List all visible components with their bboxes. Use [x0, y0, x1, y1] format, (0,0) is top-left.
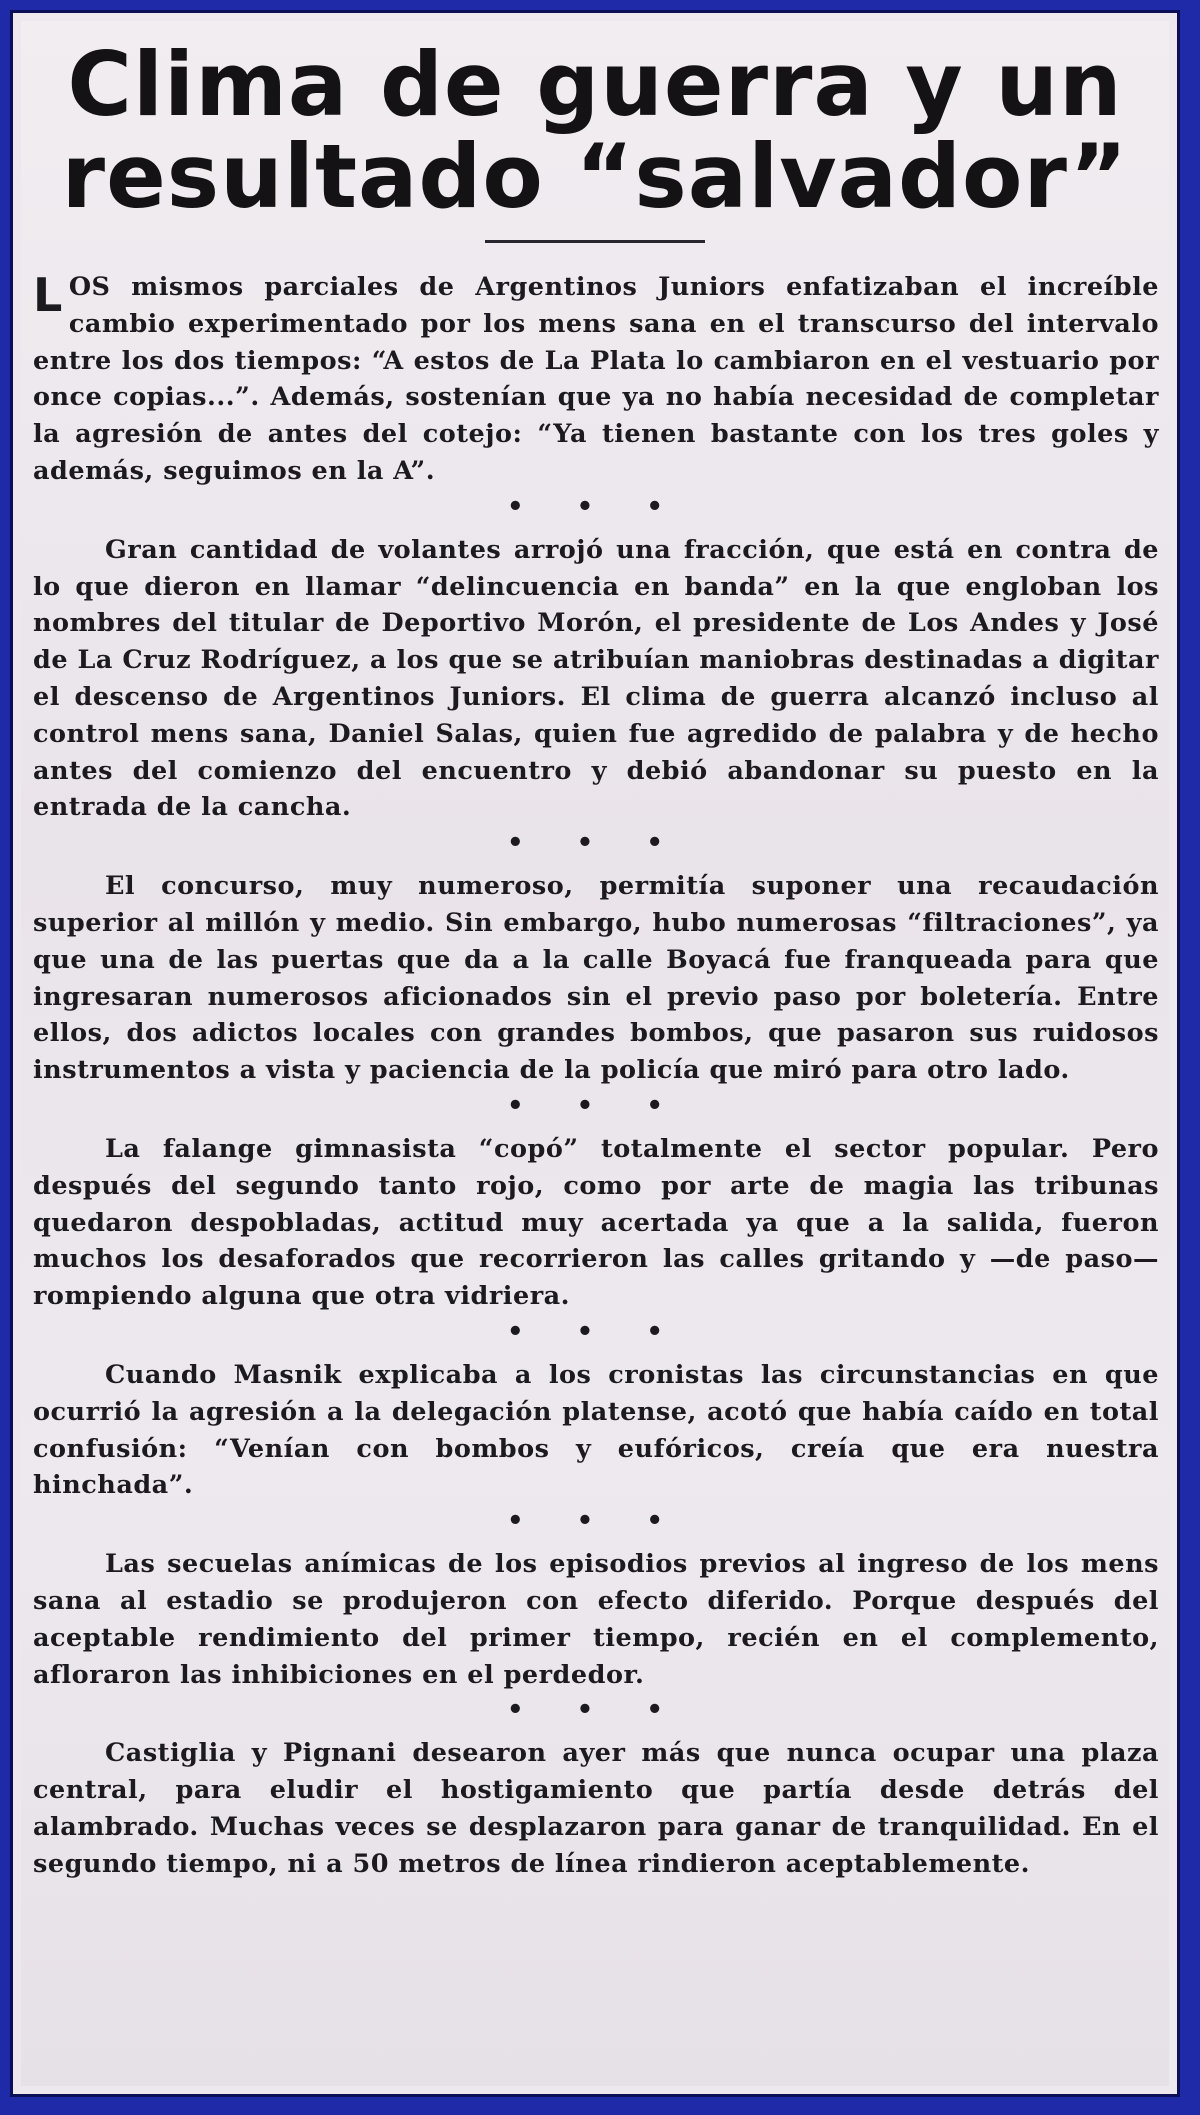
headline	[21, 33, 1169, 228]
section-separator: • • •	[507, 828, 685, 859]
paragraph-6: Las secuelas anímicas de los episodios previos al ingreso de los mens sana al estadio se produjeron con efecto diferido. Porque después del aceptable rendimiento del primer tiempo, recién en el complemento, afloraron las inhibiciones en el perdedor.	[33, 1549, 1159, 1690]
headline-line-2: resultado “salvador”	[61, 124, 1129, 228]
article-body	[21, 243, 1169, 1882]
section-separator: • • •	[507, 1695, 685, 1726]
drop-cap: L	[33, 268, 63, 323]
section-separator: • • •	[507, 1506, 685, 1537]
paragraph-2: Gran cantidad de volantes arrojó una fracción, que está en contra de lo que dieron en llamar “delincuencia en banda” en la que engloban los nombres del titular de Deportivo Morón, el presidente de Los Andes y José de La Cruz Rodríguez, a los que se atribuían maniobras destinadas a digitar el descenso de Argentinos Juniors. El clima de guerra alcanzó incluso al control mens sana, Daniel Salas, quien fue agredido de palabra y de hecho antes del comienzo del encuentro y debió abandonar su puesto en la entrada de la cancha.	[33, 534, 1159, 823]
section-separator: • • •	[507, 1316, 685, 1347]
paragraph-3: El concurso, muy numeroso, permitía suponer una recaudación superior al millón y medio. Sin embargo, hubo numerosas “filtraciones”, ya que una de las puertas que da a la calle Boyacá fue franqueada para que ingresaran numerosos aficionados sin el previo paso por boletería. Entre ellos, dos adictos locales con grandes bombos, que pasaron sus ruidosos instrumentos a vista y paciencia de la policía que miró para otro lado.	[33, 871, 1159, 1086]
section-separator: • • •	[507, 1090, 685, 1121]
headline-line-1: Clima de guerra y un	[67, 33, 1123, 136]
paragraph-1	[33, 269, 1159, 490]
paragraph-4: La falange gimnasista “copó” totalmente el sector popular. Pero después del segundo tanto rojo, como por arte de magia las tribunas quedaron despobladas, actitud muy acertada ya que a la salida, fueron muchos los desaforados que recorrieron las calles gritando y —de paso— rompiendo alguna que otra vidriera.	[33, 1133, 1159, 1312]
paragraph-7: Castiglia y Pignani desearon ayer más que nunca ocupar una plaza central, para eludir el hostigamiento que partía desde detrás del alambrado. Muchas veces se desplazaron para ganar de tranquilidad. En el segundo tiempo, ni a 50 metros de línea rindieron aceptablemente.	[33, 1738, 1159, 1879]
paragraph-text: OS mismos parciales de Argentinos Juniors enfatizaban el increíble cambio experimentado por los mens sana en el transcurso del intervalo entre los dos tiempos: “A estos de La Plata lo cambiaron en el vestuario por once copias...”. Además, sostenían que ya no había necesidad de completar la agresión de antes del cotejo: “Ya tienen bastante con los tres goles y además, seguimos en la A”.	[33, 272, 1159, 487]
clipping-frame	[10, 10, 1180, 2097]
paragraph-5: Cuando Masnik explicaba a los cronistas las circunstancias en que ocurrió la agresión a la delegación platense, acotó que había caído en total confusión: “Venían con bombos y eufóricos, creía que era nuestra hinchada”.	[33, 1359, 1159, 1501]
section-separator: • • •	[507, 491, 685, 522]
newspaper-clipping	[21, 21, 1169, 2086]
